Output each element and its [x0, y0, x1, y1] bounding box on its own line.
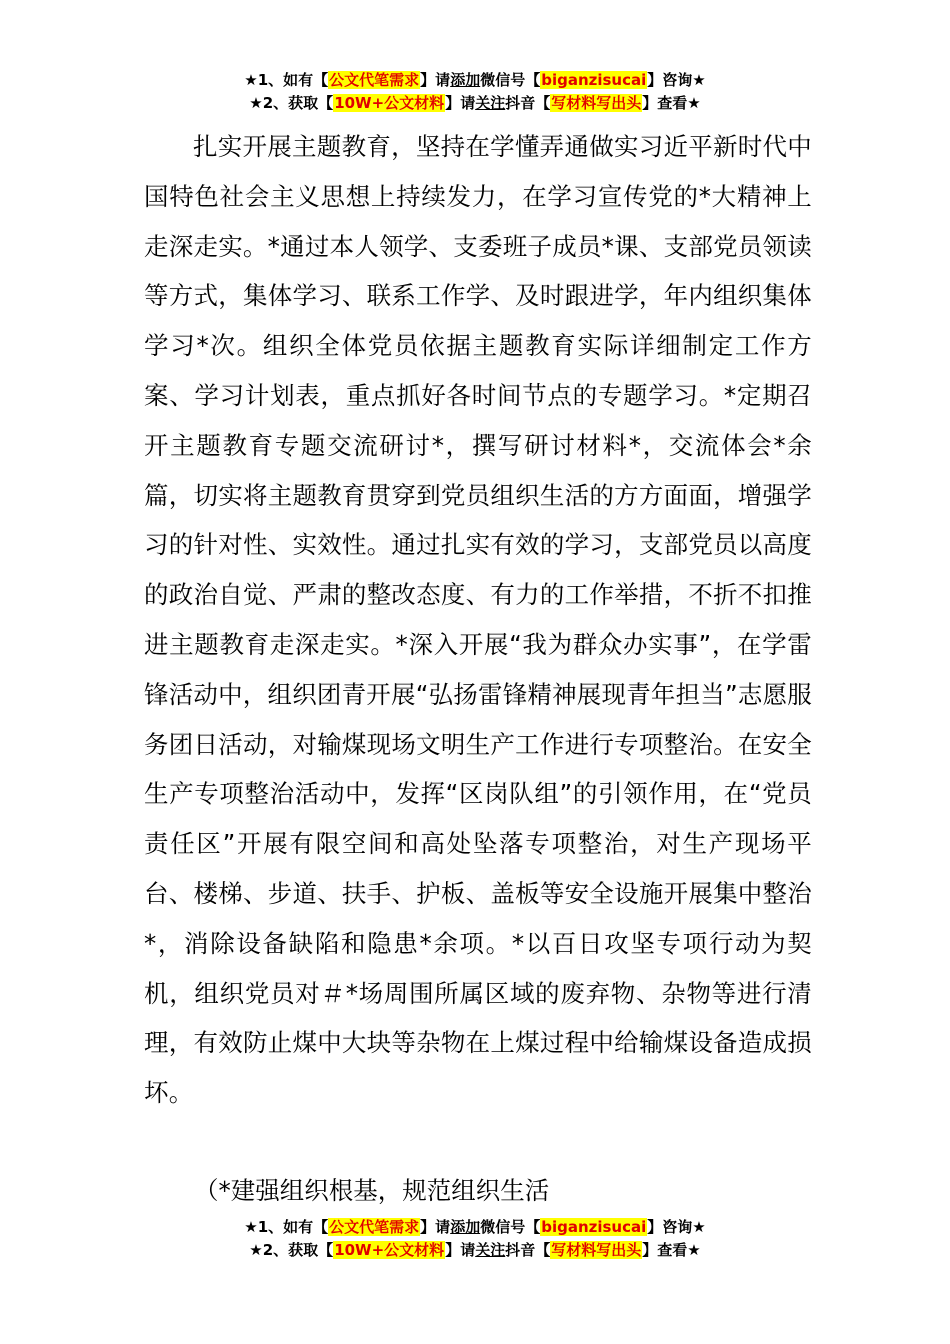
banner-underlined: 添加: [450, 1218, 481, 1236]
banner-underlined: 添加: [450, 71, 481, 89]
banner-text: ★2、获取【: [249, 94, 334, 112]
banner-underlined: 关注: [475, 94, 506, 112]
highlight-douyin-account: 写材料写出头: [551, 94, 642, 112]
highlight-douyin-account: 写材料写出头: [551, 1241, 642, 1259]
banner-text: 】请: [420, 71, 451, 89]
banner-text: 抖音【: [505, 94, 551, 112]
highlight-writing-service: 公文代笔需求: [329, 1218, 420, 1236]
banner-line-2: [0, 92, 950, 115]
highlight-materials: 10W+公文材料: [334, 94, 445, 112]
banner-text: 】咨询★: [647, 1218, 706, 1236]
banner-text: 】请: [445, 94, 476, 112]
header-banner: [0, 69, 950, 115]
banner-line-1: [0, 69, 950, 92]
banner-underlined: 关注: [475, 1241, 506, 1259]
banner-line-2: [0, 1239, 950, 1262]
banner-text: 微信号【: [480, 71, 541, 89]
banner-text: ★1、如有【: [244, 1218, 329, 1236]
section-heading: （*建强组织根基，规范组织生活: [194, 1176, 550, 1205]
banner-text: 】咨询★: [647, 71, 706, 89]
banner-text: ★1、如有【: [244, 71, 329, 89]
footer-banner: [0, 1216, 950, 1262]
highlight-wechat-id: biganzisucai: [541, 1218, 647, 1236]
banner-text: 微信号【: [480, 1218, 541, 1236]
banner-line-1: [0, 1216, 950, 1239]
banner-text: 】查看★: [642, 1241, 701, 1259]
banner-text: 抖音【: [505, 1241, 551, 1259]
highlight-materials: 10W+公文材料: [334, 1241, 445, 1259]
banner-text: ★2、获取【: [249, 1241, 334, 1259]
banner-text: 】请: [420, 1218, 451, 1236]
highlight-writing-service: 公文代笔需求: [329, 71, 420, 89]
highlight-wechat-id: biganzisucai: [541, 71, 647, 89]
banner-text: 】查看★: [642, 94, 701, 112]
body-paragraph: 扎实开展主题教育，坚持在学懂弄通做实习近平新时代中国特色社会主义思想上持续发力，在学习宣传党的*大精神上走深走实。*通过本人领学、支委班子成员*课、支部党员领读等方式，集体学习、联系工作学、及时跟进学，年内组织集体学习*次。组织全体党员依据主题教育实际详细制定工作方案、学习计划表，重点抓好各时间节点的专题学习。*定期召开主题教育专题交流研讨*，撰写研讨材料*，交流体会*余篇，切实将主题教育贯穿到党员组织生活的方方面面，增强学习的针对性、实效性。通过扎实有效的学习，支部党员以高度的政治自觉、严肃的整改态度、有力的工作举措，不折不扣推进主题教育走深走实。*深入开展“我为群众办实事”，在学雷锋活动中，组织团青开展“弘扬雷锋精神展现青年担当”志愿服务团日活动，对输煤现场文明生产工作进行专项整治。在安全生产专项整治活动中，发挥“区岗队组”的引领作用，在“党员责任区”开展有限空间和高处坠落专项整治，对生产现场平台、楼梯、步道、扶手、护板、盖板等安全设施开展集中整治*，消除设备缺陷和隐患*余项。*以百日攻坚专项行动为契机，组织党员对＃*场周围所属区域的废弃物、杂物等进行清理，有效防止煤中大块等杂物在上煤过程中给输煤设备造成损坏。: [144, 132, 812, 1108]
banner-text: 】请: [445, 1241, 476, 1259]
